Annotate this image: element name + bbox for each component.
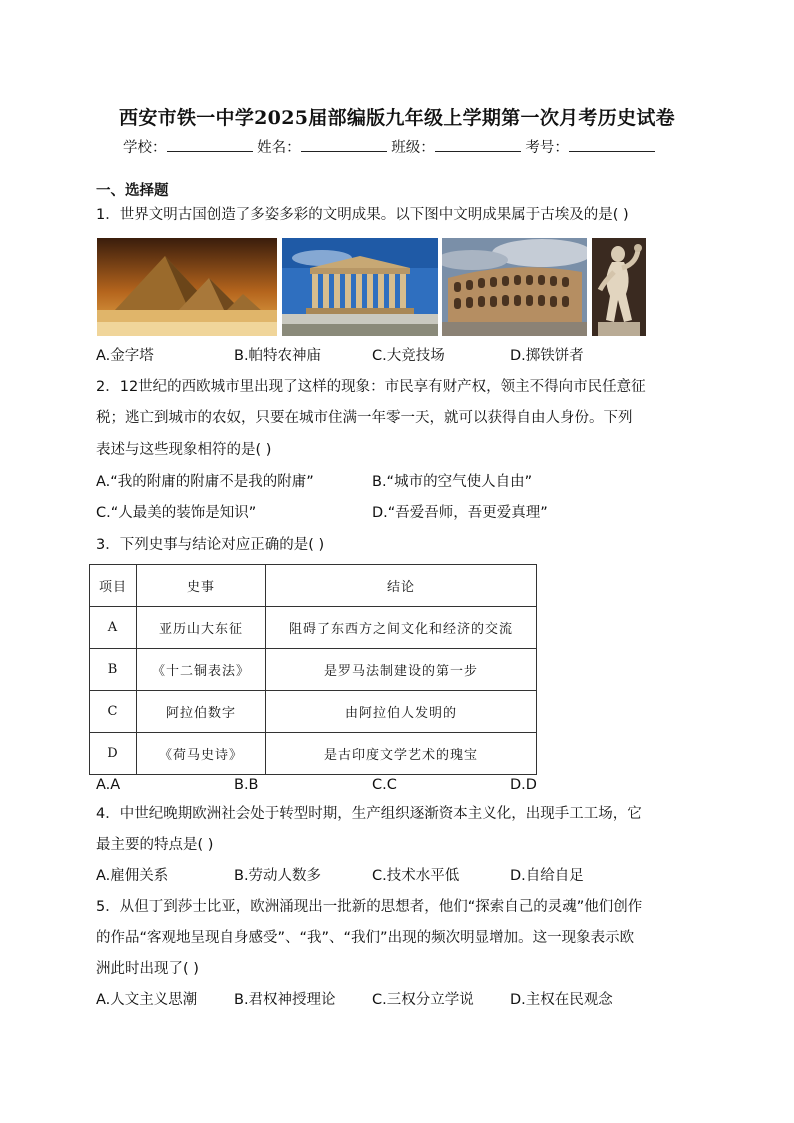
student-info-row — [123, 136, 655, 157]
table-row — [90, 691, 537, 733]
section-heading: 一、选择题 — [96, 183, 169, 199]
q2-option-b[interactable]: B.“城市的空气使人自由” — [372, 474, 533, 490]
table-header-cell: 项目 — [90, 565, 137, 607]
question-1-stem: 1．世界文明古国创造了多姿多彩的文明成果。以下图中文明成果属于古埃及的是( ) — [96, 207, 629, 223]
q2-option-d[interactable]: D.“吾爱吾师，吾更爱真理” — [372, 505, 548, 521]
question-2-line-3: 表述与这些现象相符的是( ) — [96, 442, 272, 458]
table-cell: 阿拉伯数字 — [137, 691, 266, 733]
table-header-cell: 结论 — [266, 565, 537, 607]
q1-option-d[interactable]: D.掷铁饼者 — [510, 348, 584, 364]
table-header-cell: 史事 — [137, 565, 266, 607]
class-label: 班级： — [391, 140, 435, 156]
pyramids-image — [97, 238, 277, 336]
name-label: 姓名： — [257, 140, 301, 156]
q3-option-c[interactable]: C.C — [372, 777, 397, 793]
discobolus-image — [592, 238, 646, 336]
table-cell: 由阿拉伯人发明的 — [266, 691, 537, 733]
colosseum-image — [442, 238, 587, 336]
table-cell: D — [90, 733, 137, 775]
table-header-row — [90, 565, 537, 607]
parthenon-image — [282, 238, 438, 336]
q5-option-b[interactable]: B.君权神授理论 — [234, 992, 336, 1008]
school-label: 学校： — [123, 140, 167, 156]
table-cell: 亚历山大东征 — [137, 607, 266, 649]
number-blank[interactable] — [569, 137, 655, 152]
class-blank[interactable] — [435, 137, 521, 152]
table-row — [90, 733, 537, 775]
q4-option-b[interactable]: B.劳动人数多 — [234, 868, 322, 884]
table-cell: A — [90, 607, 137, 649]
q4-option-c[interactable]: C.技术水平低 — [372, 868, 460, 884]
q5-option-a[interactable]: A.人文主义思潮 — [96, 992, 198, 1008]
question-5-line-2: 的作品“客观地呈现自身感受”、“我”、“我们”出现的频次明显增加。这一现象表示欧 — [96, 930, 635, 946]
table-row — [90, 649, 537, 691]
school-blank[interactable] — [167, 137, 253, 152]
table-cell: 是古印度文学艺术的瑰宝 — [266, 733, 537, 775]
q1-option-c[interactable]: C.大竞技场 — [372, 348, 445, 364]
q2-option-a[interactable]: A.“我的附庸的附庸不是我的附庸” — [96, 474, 314, 490]
q1-option-b[interactable]: B.帕特农神庙 — [234, 348, 322, 364]
q3-option-a[interactable]: A.A — [96, 777, 121, 793]
table-cell: C — [90, 691, 137, 733]
question-4-line-1: 4．中世纪晚期欧洲社会处于转型时期，生产组织逐渐资本主义化，出现手工工场，它 — [96, 806, 642, 822]
question-5-line-1: 5．从但丁到莎士比亚，欧洲涌现出一批新的思想者，他们“探索自己的灵魂”他们创作 — [96, 899, 643, 915]
q4-option-d[interactable]: D.自给自足 — [510, 868, 584, 884]
q4-option-a[interactable]: A.雇佣关系 — [96, 868, 169, 884]
q3-option-d[interactable]: D.D — [510, 777, 537, 793]
q2-option-c[interactable]: C.“人最美的装饰是知识” — [96, 505, 257, 521]
q5-option-d[interactable]: D.主权在民观念 — [510, 992, 613, 1008]
table-cell: B — [90, 649, 137, 691]
name-blank[interactable] — [301, 137, 387, 152]
number-label: 考号： — [525, 140, 569, 156]
table-row — [90, 607, 537, 649]
table-cell: 阻碍了东西方之间文化和经济的交流 — [266, 607, 537, 649]
q3-option-b[interactable]: B.B — [234, 777, 259, 793]
question-5-line-3: 洲此时出现了( ) — [96, 961, 199, 977]
exam-title: 西安市铁一中学2025届部编版九年级上学期第一次月考历史试卷 — [119, 107, 675, 129]
table-cell: 是罗马法制建设的第一步 — [266, 649, 537, 691]
question-3-stem: 3．下列史事与结论对应正确的是( ) — [96, 537, 325, 553]
q1-option-a[interactable]: A.金字塔 — [96, 348, 154, 364]
table-cell: 《荷马史诗》 — [137, 733, 266, 775]
q5-option-c[interactable]: C.三权分立学说 — [372, 992, 474, 1008]
table-cell: 《十二铜表法》 — [137, 649, 266, 691]
question-2-line-1: 2．12世纪的西欧城市里出现了这样的现象：市民享有财产权，领主不得向市民任意征 — [96, 379, 646, 395]
question-2-line-2: 税；逃亡到城市的农奴，只要在城市住满一年零一天，就可以获得自由人身份。下列 — [96, 410, 633, 426]
question-3-table — [89, 564, 537, 775]
question-4-line-2: 最主要的特点是( ) — [96, 837, 214, 853]
